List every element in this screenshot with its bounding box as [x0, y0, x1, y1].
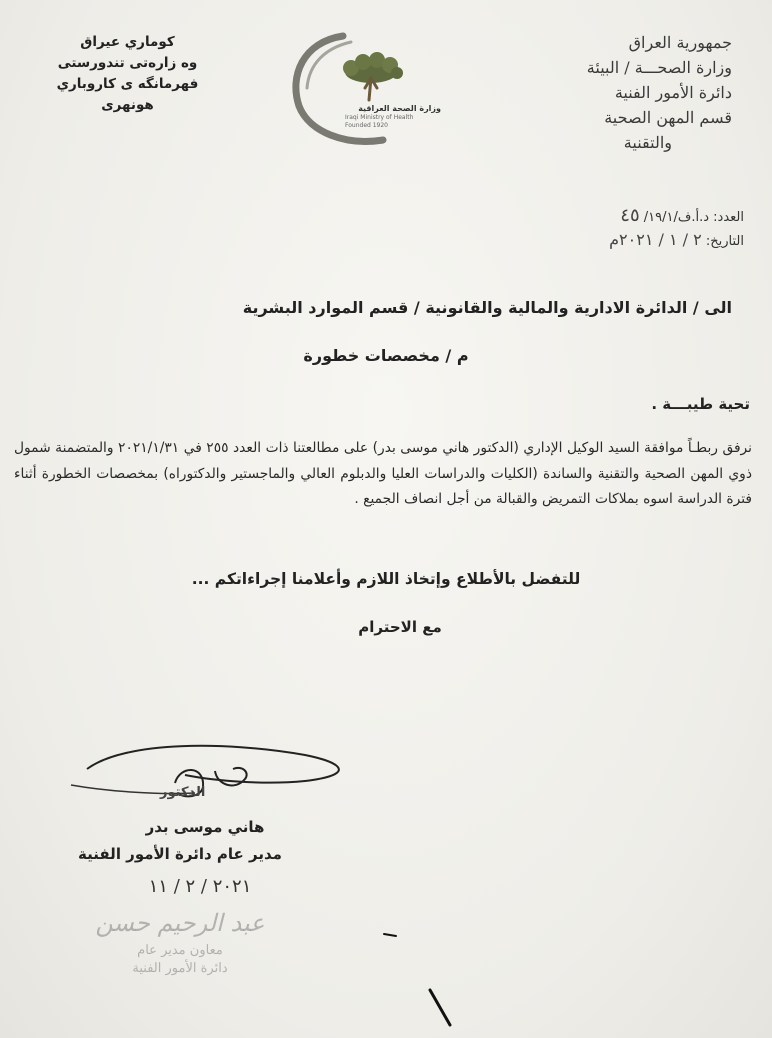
signatory-position: مدير عام دائرة الأمور الفنية [78, 845, 282, 863]
country-name: جمهورية العراق [628, 33, 732, 52]
signature-date: ٢٠٢١ / ٢ / ١١ [148, 876, 252, 897]
ministry-name: وزارة الصحـــة / البيئة [586, 58, 732, 77]
subject-line: م / مخصصات خطورة [303, 346, 469, 365]
reference-number [504, 205, 744, 229]
letterhead-arabic [512, 30, 732, 155]
logo-founded: Founded 1920 [345, 122, 388, 129]
kurdish-line-1: كوماري عيراق [80, 34, 175, 50]
kurdish-line-3: فهرمانگه ى كاروباري [56, 76, 199, 92]
letter-body: نرفق ربطـاً موافقة السيد الوكيل الإداري (الدكتور هاني موسى بدر) على مطالعتنا ذات العدد ٢٥٥ في ٢٠٢١/١/٣١ والمتضمنة شمول ذوي المهن الصحية والتقنية والساندة (الكليات والدراسات العليا والدبلوم العالي والماجستير والدكتوراه) بمخصصات الخطورة أثناء فترة الدراسة اسوه بملاكات التمريض والقبالة من أجل انصاف الجميع . [14, 440, 752, 507]
signature-scribble [65, 735, 365, 815]
addressee-line: الى / الدائرة الادارية والمالية والقانونية / قسم الموارد البشرية [242, 298, 732, 317]
department-name-cont: والتقنية [623, 133, 672, 152]
kurdish-line-2: وه زارەتى تندورستى [57, 55, 198, 71]
signatory-name: هاني موسى بدر [145, 818, 265, 836]
ministry-logo [285, 28, 450, 148]
stamp-line-1: عبد الرحيم حسن [95, 909, 265, 937]
greeting: تحية طيبـــة . [651, 395, 750, 413]
pen-tick [380, 928, 400, 948]
reference-date-label: التاريخ: [705, 234, 744, 249]
directorate-name: دائرة الأمور الفنية [614, 83, 732, 102]
reference-block [504, 205, 744, 253]
letterhead-kurdish [40, 32, 215, 116]
kurdish-line-4: هونهرى [101, 97, 154, 113]
regards-line: مع الاحترام [358, 618, 442, 636]
tree-logo-icon [285, 28, 450, 148]
logo-caption [345, 104, 441, 130]
closing-line: للتفضل بالأطلاع وإتخاذ اللازم وأعلامنا إجراءاتكم ... [191, 570, 581, 588]
stamp-line-3: دائرة الأمور الفنية [132, 961, 228, 976]
stamp-line-2: معاون مدير عام [137, 943, 223, 958]
signature-title: الدكتور [160, 785, 206, 800]
logo-name-en: Iraqi Ministry of Health [345, 114, 414, 121]
reference-number-value: ٤٥ [620, 205, 640, 226]
reference-date-value: ٢ / ١ / ٢٠٢١م [609, 230, 702, 249]
department-name: قسم المهن الصحية [604, 108, 732, 127]
official-stamp [55, 905, 305, 985]
reference-number-label: العدد: د.أ.ف/١٩/١/ [643, 210, 744, 225]
pen-mark [420, 985, 460, 1030]
logo-name-ar: وزارة الصحة العراقية [358, 104, 441, 113]
reference-date [504, 229, 744, 253]
